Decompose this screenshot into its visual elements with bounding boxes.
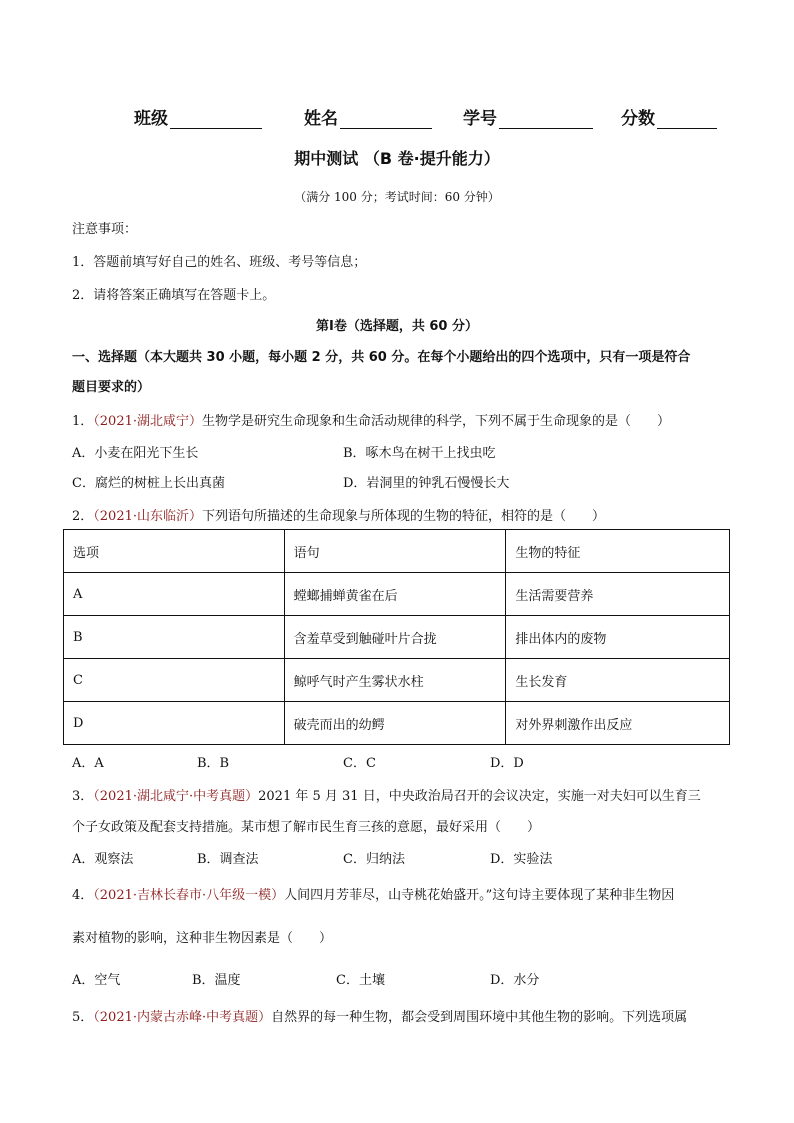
q1-option-c[interactable]: C．腐烂的树桩上长出真菌 — [72, 476, 225, 491]
q3-option-a[interactable]: A．观察法 — [72, 852, 134, 867]
table-row — [64, 616, 730, 659]
score-field[interactable] — [621, 104, 717, 129]
q4-option-c[interactable]: C．土壤 — [336, 973, 385, 988]
table-cell: 生长发育 — [506, 659, 730, 702]
table-header-row — [64, 530, 730, 573]
table-cell: 螳螂捕蝉黄雀在后 — [284, 573, 506, 616]
name-label: 姓名 — [304, 109, 338, 129]
q2-option-c[interactable]: C．C — [343, 756, 376, 771]
question-number: 4． — [72, 888, 94, 903]
table-header-cell: 生物的特征 — [506, 530, 730, 573]
score-blank[interactable] — [657, 110, 717, 129]
question-4-continued: 素对植物的影响，这种非生物因素是（ ） — [72, 931, 333, 946]
q1-option-b[interactable]: B．啄木鸟在树干上找虫吃 — [343, 446, 496, 461]
question-number: 3． — [72, 789, 94, 804]
table-cell: 鲸呼气时产生雾状水柱 — [284, 659, 506, 702]
section1-heading-line2: 题目要求的） — [72, 380, 151, 395]
question-text: 人间四月芳菲尽，山寺桃花始盛开。”这句诗主要体现了某种非生物因 — [284, 888, 675, 903]
section1-heading-line1: 一、选择题（本大题共 30 小题，每小题 2 分，共 60 分。在每个小题给出的四个选项中，只有一项是符合 — [72, 350, 691, 365]
q3-option-c[interactable]: C．归纳法 — [343, 852, 405, 867]
q4-option-d[interactable]: D．水分 — [490, 973, 540, 988]
question-source: （2021·湖北咸宁） — [93, 414, 202, 429]
table-cell: A — [64, 573, 285, 616]
question-text: 2021 年 5 月 31 日，中央政治局召开的会议决定，实施一对夫妇可以生育三 — [258, 789, 701, 804]
question-5 — [72, 1006, 687, 1025]
table-cell: C — [64, 659, 285, 702]
question-2 — [72, 505, 605, 524]
question-source: （2021·山东临沂） — [93, 509, 202, 524]
question-1 — [72, 410, 670, 429]
table-cell: B — [64, 616, 285, 659]
table-header-cell: 语句 — [284, 530, 506, 573]
q3-option-d[interactable]: D．实验法 — [490, 852, 553, 867]
notice-item-2: 2．请将答案正确填写在答题卡上。 — [72, 288, 276, 303]
question-number: 2． — [72, 509, 94, 524]
table-row — [64, 573, 730, 616]
question-number: 5． — [72, 1010, 94, 1025]
question-3 — [72, 785, 701, 804]
table-cell: 生活需要营养 — [506, 573, 730, 616]
table-row — [64, 702, 730, 745]
table-cell: D — [64, 702, 285, 745]
class-blank[interactable] — [170, 110, 262, 129]
question-source: （2021·内蒙古赤峰·中考真题） — [93, 1010, 272, 1025]
name-blank[interactable] — [340, 110, 432, 129]
question-source: （2021·吉林长春市·八年级一模） — [93, 888, 285, 903]
class-field[interactable] — [134, 104, 262, 129]
class-label: 班级 — [134, 109, 168, 129]
student-id-label: 学号 — [463, 109, 497, 129]
q2-table — [63, 529, 730, 745]
table-cell: 含羞草受到触碰叶片合拢 — [284, 616, 506, 659]
q2-option-b[interactable]: B．B — [197, 756, 230, 771]
question-text: 下列语句所描述的生命现象与所体现的生物的特征，相符的是（ ） — [202, 509, 606, 524]
question-source: （2021·湖北咸宁·中考真题） — [93, 789, 259, 804]
question-number: 1． — [72, 414, 94, 429]
notice-item-1: 1．答题前填写好自己的姓名、班级、考号等信息； — [72, 255, 367, 270]
question-text: 自然界的每一种生物，都会受到周围环境中其他生物的影响。下列选项属 — [271, 1010, 688, 1025]
name-field[interactable] — [304, 104, 432, 129]
student-id-field[interactable] — [463, 104, 593, 129]
part1-title: 第Ⅰ卷（选择题，共 60 分） — [316, 319, 478, 334]
q1-option-d[interactable]: D．岩洞里的钟乳石慢慢长大 — [343, 476, 510, 491]
student-info-header — [134, 104, 724, 130]
question-4 — [72, 884, 674, 903]
q4-option-b[interactable]: B．温度 — [192, 973, 241, 988]
q3-option-b[interactable]: B．调查法 — [197, 852, 259, 867]
table-row — [64, 659, 730, 702]
student-id-blank[interactable] — [499, 110, 593, 129]
table-cell: 破壳而出的幼鳄 — [284, 702, 506, 745]
exam-subtitle: （满分 100 分；考试时间：60 分钟） — [294, 190, 500, 204]
q1-option-a[interactable]: A．小麦在阳光下生长 — [72, 446, 199, 461]
score-label: 分数 — [621, 109, 655, 129]
question-3-continued: 个子女政策及配套支持措施。某市想了解市民生育三孩的意愿，最好采用（ ） — [72, 820, 541, 835]
table-header-cell: 选项 — [64, 530, 285, 573]
q2-option-d[interactable]: D．D — [490, 756, 524, 771]
question-text: 生物学是研究生命现象和生命活动规律的科学，下列不属于生命现象的是（ ） — [202, 414, 671, 429]
q4-option-a[interactable]: A．空气 — [72, 973, 121, 988]
table-cell: 对外界刺激作出反应 — [506, 702, 730, 745]
table-cell: 排出体内的废物 — [506, 616, 730, 659]
notice-heading: 注意事项： — [72, 222, 138, 237]
exam-title: 期中测试 （B 卷·提升能力） — [294, 149, 500, 168]
q2-option-a[interactable]: A．A — [72, 756, 104, 771]
